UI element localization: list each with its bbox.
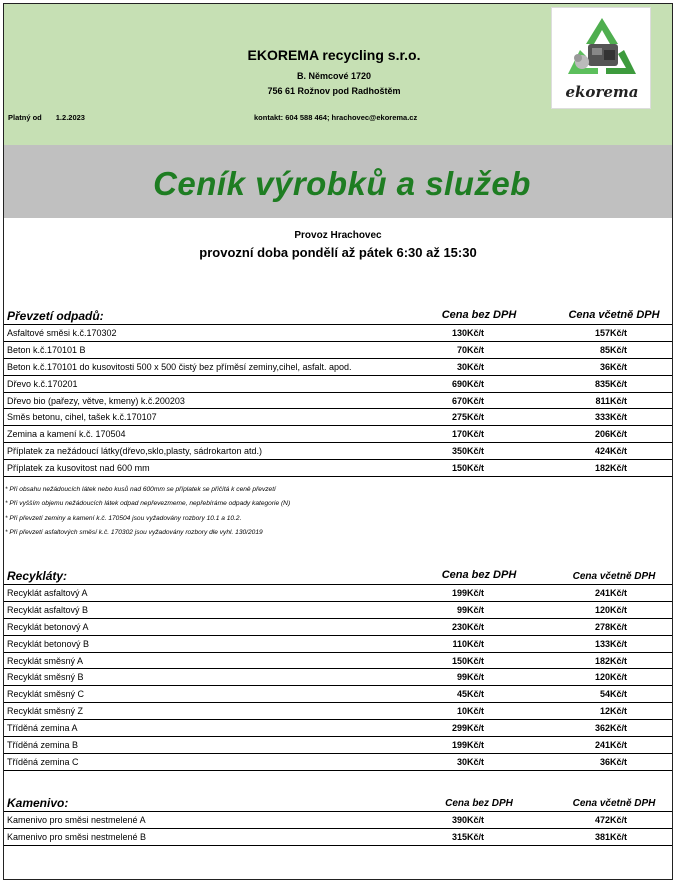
valid-from xyxy=(8,113,85,122)
table-row xyxy=(4,376,672,393)
table-row xyxy=(4,737,672,754)
price-with-vat: 472Kč/t xyxy=(594,815,627,825)
table-row xyxy=(4,636,672,653)
section-title: Recykláty: xyxy=(7,569,68,583)
item-name: Kamenivo pro směsi nestmelené A xyxy=(7,815,146,825)
price-with-vat: 157Kč/t xyxy=(594,328,627,338)
recyclate-price-rows xyxy=(4,585,672,771)
price-without-vat: 230Kč/t xyxy=(451,621,484,632)
price-without-vat: 350Kč/t xyxy=(451,446,484,457)
price-without-vat: 130Kč/t xyxy=(451,328,484,338)
table-row xyxy=(4,342,672,359)
price-without-vat: 690Kč/t xyxy=(451,378,484,389)
page-title: Ceník výrobků a služeb xyxy=(153,165,531,202)
column-price-without-vat: Cena bez DPH xyxy=(441,569,517,581)
price-without-vat: 670Kč/t xyxy=(451,395,484,406)
table-row xyxy=(4,409,672,426)
recycling-logo-icon xyxy=(562,14,642,82)
table-row xyxy=(4,393,672,410)
price-with-vat: 811Kč/t xyxy=(595,395,627,406)
price-with-vat: 333Kč/t xyxy=(594,412,627,423)
table-row xyxy=(4,585,672,602)
price-with-vat: 362Kč/t xyxy=(594,723,627,734)
price-with-vat: 133Kč/t xyxy=(594,638,627,649)
company-city: 756 61 Rožnov pod Radhoštěm xyxy=(267,86,401,96)
price-with-vat: 182Kč/t xyxy=(594,463,627,474)
price-with-vat: 120Kč/t xyxy=(594,672,627,683)
section-header-recyclates xyxy=(4,568,672,585)
item-name: Recyklát směsný A xyxy=(7,655,84,666)
item-name: Příplatek za kusovitost nad 600 mm xyxy=(7,463,150,474)
item-name: Příplatek za nežádoucí látky(dřevo,sklo,plasty, sádrokarton atd.) xyxy=(7,446,262,457)
price-without-vat: 390Kč/t xyxy=(451,815,484,825)
item-name: Zemina a kamení k.č. 170504 xyxy=(7,429,126,440)
price-with-vat: 241Kč/t xyxy=(594,740,627,751)
valid-from-label: Platný od xyxy=(8,113,42,122)
section-header-aggregate xyxy=(4,795,672,812)
opening-hours: provozní doba pondělí až pátek 6:30 až 15:30 xyxy=(199,245,477,260)
item-name: Tříděná zemina B xyxy=(7,740,79,751)
table-row xyxy=(4,703,672,720)
price-with-vat: 36Kč/t xyxy=(599,756,627,767)
table-row xyxy=(4,754,672,771)
price-with-vat: 12Kč/t xyxy=(599,706,627,717)
contact-info: kontakt: 604 588 464; hrachovec@ekorema.cz xyxy=(254,113,418,122)
price-with-vat: 278Kč/t xyxy=(594,621,627,632)
price-with-vat: 85Kč/t xyxy=(599,344,627,355)
price-with-vat: 182Kč/t xyxy=(594,655,627,666)
column-price-without-vat: Cena bez DPH xyxy=(445,798,513,809)
price-without-vat: 170Kč/t xyxy=(451,429,484,440)
price-without-vat: 45Kč/t xyxy=(456,689,484,700)
note: * Při vyšším objemu nežádoucích látek odpad nepřevezmeme, nepřebíráme odpady kategorie (N) xyxy=(5,500,291,508)
price-without-vat: 299Kč/t xyxy=(451,723,484,734)
note: * Při obsahu nežádoucích látek nebo kusů nad 600mm se příplatek se přičítá k ceně převzetí xyxy=(5,486,276,493)
table-row xyxy=(4,829,672,846)
note: * Při převzetí zeminy a kamení k.č. 170504 jsou vyžadovány rozbory 10.1 a 10.2. xyxy=(5,514,242,522)
item-name: Beton k.č.170101 B xyxy=(7,344,86,355)
table-row xyxy=(4,619,672,636)
price-with-vat: 424Kč/t xyxy=(594,446,627,457)
section-header-waste xyxy=(4,308,672,325)
header xyxy=(4,4,672,145)
price-with-vat: 54Kč/t xyxy=(599,689,627,700)
item-name: Tříděná zemina C xyxy=(7,756,79,767)
price-with-vat: 241Kč/t xyxy=(594,588,627,598)
item-name: Dřevo bio (pařezy, větve, kmeny) k.č.200203 xyxy=(7,395,185,406)
column-price-with-vat: Cena včetně DPH xyxy=(568,309,660,321)
section-title: Převzetí odpadů: xyxy=(7,309,104,323)
notes xyxy=(5,486,605,543)
table-row xyxy=(4,325,672,342)
table-row xyxy=(4,460,672,477)
table-row xyxy=(4,669,672,686)
column-price-with-vat: Cena včetně DPH xyxy=(572,798,656,809)
item-name: Kamenivo pro směsi nestmelené B xyxy=(7,831,147,842)
price-with-vat: 835Kč/t xyxy=(594,378,627,389)
price-without-vat: 150Kč/t xyxy=(451,655,484,666)
note: * Při převzetí asfaltových směsí k.č. 170302 jsou vyžadovány rozbory dle vyhl. 130/2019 xyxy=(5,528,263,536)
price-without-vat: 30Kč/t xyxy=(456,756,484,767)
price-with-vat: 206Kč/t xyxy=(594,429,627,440)
column-price-with-vat: Cena včetně DPH xyxy=(572,571,656,582)
aggregate-price-rows xyxy=(4,812,672,846)
waste-price-rows xyxy=(4,325,672,477)
table-row xyxy=(4,686,672,703)
price-without-vat: 275Kč/t xyxy=(451,412,484,423)
company-name: EKOREMA recycling s.r.o. xyxy=(247,47,421,63)
table-row xyxy=(4,720,672,737)
price-without-vat: 199Kč/t xyxy=(451,588,484,598)
item-name: Dřevo k.č.170201 xyxy=(7,378,78,389)
table-row xyxy=(4,653,672,670)
price-without-vat: 70Kč/t xyxy=(456,344,484,355)
section-title: Kamenivo: xyxy=(7,796,69,810)
price-with-vat: 120Kč/t xyxy=(594,604,627,615)
price-with-vat: 381Kč/t xyxy=(594,831,627,842)
price-without-vat: 99Kč/t xyxy=(456,604,484,615)
table-row xyxy=(4,359,672,376)
company-logo xyxy=(551,7,651,109)
valid-from-date: 1.2.2023 xyxy=(55,113,85,122)
item-name: Beton k.č.170101 do kusovitosti 500 x 500 čistý bez příměsí zeminy,cihel, asfalt. apod. xyxy=(7,361,352,372)
item-name: Směs betonu, cihel, tašek k.č.170107 xyxy=(7,412,157,423)
price-without-vat: 10Kč/t xyxy=(456,706,484,717)
item-name: Recyklát betonový A xyxy=(7,621,89,632)
table-row xyxy=(4,602,672,619)
table-row xyxy=(4,426,672,443)
table-row xyxy=(4,443,672,460)
price-without-vat: 30Kč/t xyxy=(456,361,484,372)
item-name: Recyklát asfaltový B xyxy=(7,604,89,615)
logo-text: ekorema xyxy=(565,83,639,101)
title-banner xyxy=(4,145,672,218)
item-name: Asfaltové směsi k.č.170302 xyxy=(7,328,117,338)
site-name: Provoz Hrachovec xyxy=(294,230,382,241)
item-name: Recyklát směsný C xyxy=(7,689,85,700)
item-name: Recyklát asfaltový A xyxy=(7,588,88,598)
item-name: Recyklát směsný Z xyxy=(7,706,84,717)
price-without-vat: 199Kč/t xyxy=(451,740,484,751)
table-row xyxy=(4,812,672,829)
price-without-vat: 315Kč/t xyxy=(451,831,484,842)
price-without-vat: 110Kč/t xyxy=(452,638,484,649)
item-name: Recyklát směsný B xyxy=(7,672,84,683)
price-with-vat: 36Kč/t xyxy=(599,361,627,372)
price-without-vat: 150Kč/t xyxy=(451,463,484,474)
item-name: Recyklát betonový B xyxy=(7,638,90,649)
price-without-vat: 99Kč/t xyxy=(456,672,484,683)
company-street: B. Němcové 1720 xyxy=(296,71,372,81)
column-price-without-vat: Cena bez DPH xyxy=(441,309,517,321)
item-name: Tříděná zemina A xyxy=(7,723,78,734)
